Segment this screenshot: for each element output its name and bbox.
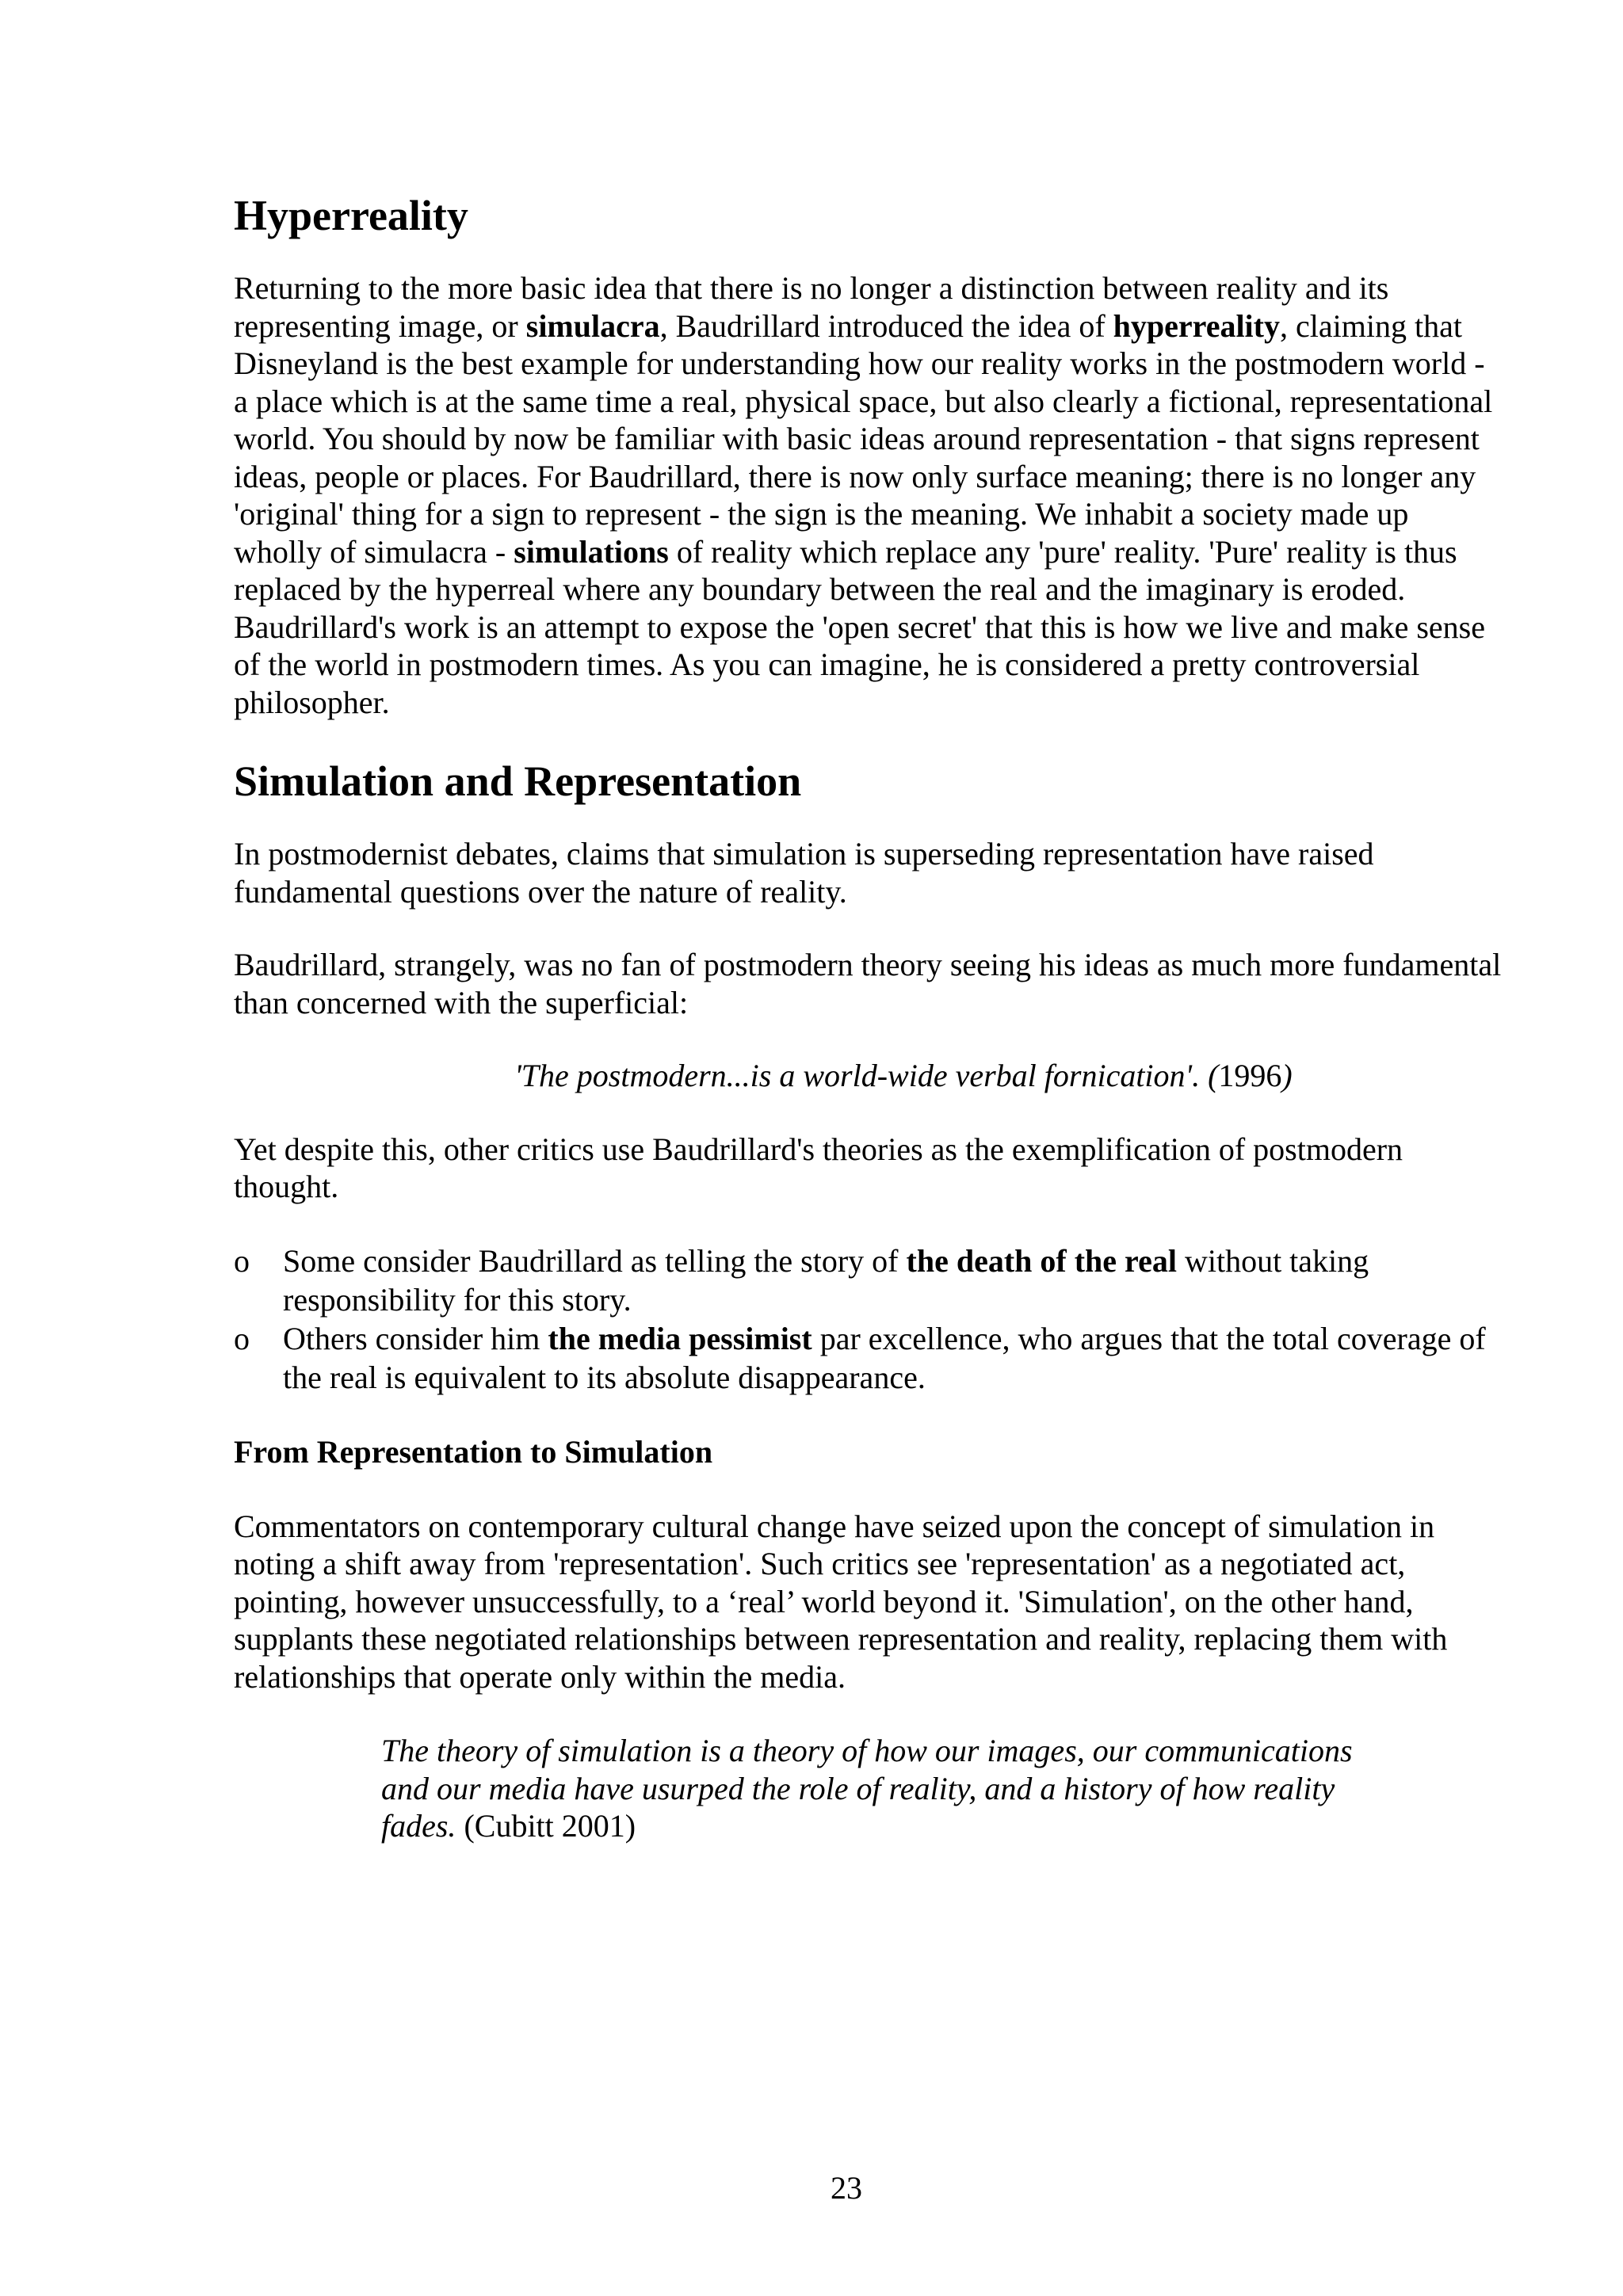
list-item [234, 1319, 1502, 1397]
paragraph-commentators: Commentators on contemporary cultural change have seized upon the concept of simulation in noting a shift away from 'representation'. Such critics see 'representation' as a negotiated act, pointing, however unsuccessfully, to a ‘real’ world beyond it. 'Simulation', on the other hand, supplants these negotiated relationships between representation and reality, replacing them with relationships that operate only within the media. [234, 1508, 1448, 1695]
page-content [234, 190, 1502, 1845]
term-hyperreality: hyperreality [1113, 307, 1280, 344]
text-run: , claiming that Disneyland is the best example for understanding how our reality works in the postmodern world - a place which is at the same time a real, physical space, but also clearly a fictional, representational world. You should by now be familiar with basic ideas around representation - that signs represent ideas, people or places. For Baudrillard, there is now only surface meaning; there is no longer any 'original' thing for a sign to represent - the sign is the meaning. We inhabit a society made up wholly of simulacra - [234, 307, 1493, 570]
page-number: 23 [831, 2170, 862, 2206]
text-run: Some consider Baudrillard as telling the story of [283, 1242, 907, 1279]
quote-text: 'The postmodern...is a world-wide verbal fornication'. ( [514, 1058, 1219, 1093]
bullet-marker: o [234, 1242, 250, 1279]
term-simulations: simulations [514, 533, 669, 570]
bullet-list [234, 1241, 1502, 1397]
term-death-of-the-real: the death of the real [906, 1242, 1177, 1279]
text-run: without taking responsibility for this story. [283, 1242, 1369, 1318]
heading-hyperreality: Hyperreality [234, 192, 468, 239]
quote-year: 1996 [1218, 1058, 1282, 1093]
heading-representation-to-simulation: From Representation to Simulation [234, 1433, 713, 1470]
quote-cubitt [234, 1732, 1502, 1845]
text-run: Others consider him [283, 1320, 548, 1356]
list-item [234, 1241, 1502, 1319]
quote-citation: (Cubitt 2001) [456, 1808, 636, 1844]
heading-simulation-and-representation: Simulation and Representation [234, 757, 802, 805]
text-run: , Baudrillard introduced the idea of [659, 307, 1113, 344]
bullet-marker: o [234, 1320, 250, 1356]
text-run: Returning to the more basic idea that there is no longer a distinction between reality and its representing image, or [234, 270, 1389, 344]
text-run: par excellence, who argues that the total coverage of the real is equivalent to its absolute disappearance. [283, 1320, 1486, 1395]
term-media-pessimist: the media pessimist [548, 1320, 812, 1356]
paragraph-baudrillard-postmodern: Baudrillard, strangely, was no fan of postmodern theory seeing his ideas as much more fundamental than concerned with the superficial: [234, 947, 1502, 1020]
term-simulacra: simulacra [525, 307, 660, 344]
paragraph-hyperreality [234, 269, 1502, 721]
quote-text: The theory of simulation is a theory of how our images, our communications and our media have usurped the role of reality, and a history of how reality fades. [381, 1733, 1353, 1844]
quote-postmodern [234, 1057, 1502, 1095]
paragraph-simulation-intro: In postmodernist debates, claims that simulation is superseding representation have raised fundamental questions over the nature of reality. [234, 836, 1374, 910]
paragraph-critics: Yet despite this, other critics use Baudrillard's theories as the exemplification of postmodern thought. [234, 1131, 1403, 1204]
quote-close: ) [1281, 1058, 1293, 1093]
text-run: of reality which replace any 'pure' reality. 'Pure' reality is thus replaced by the hyperreal where any boundary between the real and the imaginary is eroded. Baudrillard's work is an attempt to expose the 'open secret' that this is how we live and make sense of the world in postmodern times. As you can imagine, he is considered a pretty controversial philosopher. [234, 533, 1486, 720]
